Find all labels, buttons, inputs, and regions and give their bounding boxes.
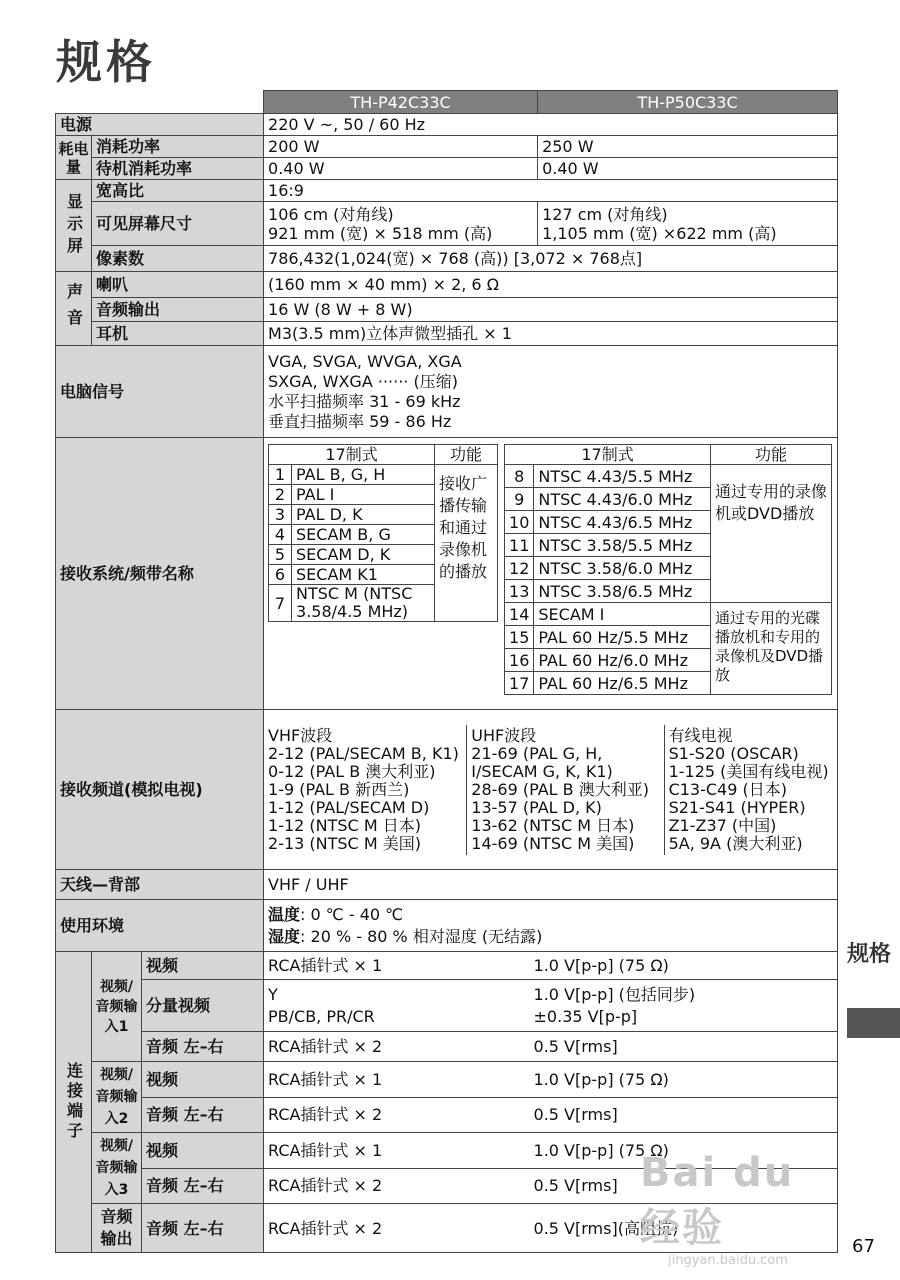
system-name: PAL B, G, H (292, 465, 435, 485)
av1-video-label: 视频 (142, 952, 264, 980)
display-size-m1-line2: 921 mm (宽) × 518 mm (高) (268, 223, 493, 243)
av2-label: 视频/音频输入2 (92, 1062, 142, 1133)
channel-line: 14-69 (NTSC M 美国) (471, 833, 635, 853)
pc-signal-label: 电脑信号 (56, 346, 264, 438)
system-name: PAL 60 Hz/6.0 MHz (534, 649, 711, 672)
display-size-m1-line1: 106 cm (对角线) (268, 204, 394, 224)
av3-audio-label: 音频 左–右 (142, 1168, 264, 1204)
system-number: 16 (505, 649, 534, 672)
av2-video-connector: RCA插针式 × 1 (264, 1062, 530, 1098)
av1-audio-label: 音频 左–右 (142, 1032, 264, 1062)
system-number: 14 (505, 603, 534, 626)
channel-line: VHF波段 (268, 725, 333, 745)
pc-signal-line: VGA, SVGA, WVGA, XGA (268, 351, 462, 371)
baidu-watermark (640, 1150, 840, 1268)
consumption-standby-row (56, 158, 838, 180)
audio-out-label: 音频输出 (92, 1204, 142, 1253)
system-name: SECAM I (534, 603, 711, 626)
sound-output-row (56, 298, 838, 322)
reception-left-function: 接收广播传输和通过录像机的播放 (435, 465, 498, 622)
reception-left-table (268, 444, 498, 622)
consumption-group-label: 耗电量 (56, 136, 92, 180)
display-size-m1 (264, 202, 538, 246)
power-row (56, 114, 838, 136)
channels-value (264, 710, 838, 870)
watermark-url: jingyan.baidu.com (668, 1253, 788, 1268)
system-number: 9 (505, 488, 534, 511)
reception-row (56, 438, 838, 710)
system-name: PAL D, K (292, 505, 435, 525)
system-number: 6 (269, 565, 292, 585)
av3-audio-connector: RCA插针式 × 2 (264, 1168, 530, 1204)
environment-label: 使用环境 (56, 900, 264, 952)
reception-right-table (504, 444, 832, 695)
system-name: PAL I (292, 485, 435, 505)
system-name: SECAM B, G (292, 525, 435, 545)
av2-audio-spec: 0.5 V[rms] (530, 1097, 838, 1133)
sound-output-value: 16 W (8 W + 8 W) (264, 298, 838, 322)
consumption-rated-m1: 200 W (264, 136, 538, 158)
channel-line: 21-69 (PAL G, H, I/SECAM G, K, K1) (471, 743, 613, 781)
spec-table (55, 90, 838, 1253)
system-name: PAL 60 Hz/6.5 MHz (534, 672, 711, 695)
consumption-rated-row (56, 136, 838, 158)
page-title: 规格 (56, 35, 156, 89)
display-size-row (56, 202, 838, 246)
system-number: 17 (505, 672, 534, 695)
av1-component-label: 分量视频 (142, 980, 264, 1032)
pc-signal-line: 垂直扫描频率 59 - 86 Hz (268, 411, 452, 431)
system-number: 11 (505, 534, 534, 557)
av1-video-row (56, 952, 838, 980)
consumption-standby-m2: 0.40 W (538, 158, 838, 180)
display-size-m2-line1: 127 cm (对角线) (542, 204, 668, 224)
display-group-label: 显示屏 (56, 180, 92, 272)
antenna-row (56, 870, 838, 900)
channel-line: 1-9 (PAL B 新西兰) (268, 779, 410, 799)
av3-video-spec: 1.0 V[p-p] (75 Ω) (530, 1133, 838, 1169)
side-section-tab: 规格 (847, 942, 892, 967)
display-aspect-label: 宽高比 (92, 180, 264, 202)
av1-component-spec (530, 980, 838, 1032)
channel-line: S1-S20 (OSCAR) (668, 743, 799, 763)
system-name: NTSC 3.58/5.5 MHz (534, 534, 711, 557)
av3-video-connector: RCA插针式 × 1 (264, 1133, 530, 1169)
watermark-brand: Bai du 经验 (640, 1150, 795, 1251)
channel-line: 1-12 (NTSC M 日本) (268, 815, 421, 835)
component-spec-line1: 1.0 V[p-p] (包括同步) (533, 984, 696, 1004)
pc-signal-line: 水平扫描频率 31 - 69 kHz (268, 391, 461, 411)
sound-headphone-value: M3(3.5 mm)立体声微型插孔 × 1 (264, 322, 838, 346)
consumption-standby-m1: 0.40 W (264, 158, 538, 180)
channel-line: 有线电视 (668, 725, 733, 745)
sound-headphone-label: 耳机 (92, 322, 264, 346)
system-name: NTSC 3.58/6.0 MHz (534, 557, 711, 580)
terminals-group-label: 连接端子 (56, 952, 92, 1253)
channel-line: 1-12 (PAL/SECAM D) (268, 797, 430, 817)
system-name: NTSC 3.58/6.5 MHz (534, 580, 711, 603)
av1-audio-spec: 0.5 V[rms] (530, 1032, 838, 1062)
av1-audio-connector: RCA插针式 × 2 (264, 1032, 530, 1062)
channel-line: 13-57 (PAL D, K) (471, 797, 602, 817)
av2-audio-row (56, 1097, 838, 1133)
av2-audio-label: 音频 左–右 (142, 1097, 264, 1133)
side-tab-bar (847, 1008, 900, 1038)
system-number: 12 (505, 557, 534, 580)
channel-line: UHF波段 (471, 725, 537, 745)
audio-out-audio-label: 音频 左–右 (142, 1204, 264, 1253)
system-number: 15 (505, 626, 534, 649)
av1-component-row (56, 980, 838, 1032)
display-size-m2-line2: 1,105 mm (宽) ×622 mm (高) (542, 223, 777, 243)
system-number: 5 (269, 545, 292, 565)
sound-group-label: 声音 (56, 272, 92, 346)
av3-label: 视频/音频输入3 (92, 1133, 142, 1204)
system-name: PAL 60 Hz/5.5 MHz (534, 626, 711, 649)
channels-label: 接收频道(模拟电视) (56, 710, 264, 870)
system-name: NTSC 4.43/5.5 MHz (534, 465, 711, 488)
system-name: NTSC M (NTSC 3.58/4.5 MHz) (292, 585, 435, 622)
sound-speaker-row (56, 272, 838, 298)
channels-row (56, 710, 838, 870)
channel-line: 0-12 (PAL B 澳大利亚) (268, 761, 436, 781)
page-number: 67 (852, 1236, 875, 1257)
display-aspect-value: 16:9 (264, 180, 838, 202)
system-number: 2 (269, 485, 292, 505)
system-number: 3 (269, 505, 292, 525)
channel-line: Z1-Z37 (中国) (668, 815, 777, 835)
pc-signal-value (264, 346, 838, 438)
environment-value (264, 900, 838, 952)
humidity-label: 湿度 (268, 926, 301, 946)
sound-speaker-label: 喇叭 (92, 272, 264, 298)
power-value: 220 V ~, 50 / 60 Hz (264, 114, 838, 136)
reception-left-header-system: 17制式 (269, 445, 435, 465)
av2-audio-connector: RCA插针式 × 2 (264, 1097, 530, 1133)
power-label: 电源 (56, 114, 264, 136)
system-number: 10 (505, 511, 534, 534)
component-pb-pr: PB/CB, PR/CR (268, 1006, 375, 1026)
temperature-label: 温度 (268, 904, 301, 924)
reception-right-function-2: 通过专用的光碟播放机和专用的录像机及DVD播放 (711, 603, 832, 695)
system-name: NTSC 4.43/6.5 MHz (534, 511, 711, 534)
channels-uhf (467, 725, 664, 855)
environment-row (56, 900, 838, 952)
component-y: Y (268, 984, 278, 1004)
av1-video-spec: 1.0 V[p-p] (75 Ω) (530, 952, 838, 980)
system-number: 4 (269, 525, 292, 545)
display-size-m2 (538, 202, 838, 246)
system-number: 1 (269, 465, 292, 485)
system-number: 7 (269, 585, 292, 622)
audio-out-connector: RCA插针式 × 2 (264, 1204, 530, 1253)
display-size-label: 可见屏幕尺寸 (92, 202, 264, 246)
component-spec-line2: ±0.35 V[p-p] (533, 1006, 638, 1026)
display-aspect-row (56, 180, 838, 202)
reception-right-header-function: 功能 (711, 445, 832, 465)
av3-audio-spec: 0.5 V[rms] (530, 1168, 838, 1204)
av1-component-connector (264, 980, 530, 1032)
model-header-row (56, 91, 838, 114)
reception-left-header-function: 功能 (435, 445, 498, 465)
av2-video-row (56, 1062, 838, 1098)
sound-speaker-value: (160 mm × 40 mm) × 2, 6 Ω (264, 272, 838, 298)
antenna-value: VHF / UHF (264, 870, 838, 900)
channel-line: C13-C49 (日本) (668, 779, 787, 799)
system-name: SECAM K1 (292, 565, 435, 585)
av2-video-spec: 1.0 V[p-p] (75 Ω) (530, 1062, 838, 1098)
display-pixels-value: 786,432(1,024(宽) × 768 (高)) [3,072 × 768点] (264, 246, 838, 272)
consumption-standby-label: 待机消耗功率 (92, 158, 264, 180)
av2-video-label: 视频 (142, 1062, 264, 1098)
reception-value (264, 438, 838, 710)
audio-out-spec: 0.5 V[rms](高阻抗) (530, 1204, 838, 1253)
humidity-value: : 20 % - 80 % 相对湿度 (无结露) (300, 926, 543, 946)
av1-audio-row (56, 1032, 838, 1062)
display-pixels-row (56, 246, 838, 272)
channel-line: 2-13 (NTSC M 美国) (268, 833, 421, 853)
pc-signal-row (56, 346, 838, 438)
channels-cable (665, 725, 838, 855)
consumption-rated-label: 消耗功率 (92, 136, 264, 158)
consumption-rated-m2: 250 W (538, 136, 838, 158)
model-1-header: TH-P42C33C (264, 91, 538, 114)
system-number: 8 (505, 465, 534, 488)
channel-line: 2-12 (PAL/SECAM B, K1) (268, 743, 459, 763)
channel-line: S21-S41 (HYPER) (668, 797, 806, 817)
reception-label: 接收系统/频带名称 (56, 438, 264, 710)
channel-line: 1-125 (美国有线电视) (668, 761, 829, 781)
av3-video-label: 视频 (142, 1133, 264, 1169)
channel-line: 28-69 (PAL B 澳大利亚) (471, 779, 649, 799)
sound-headphone-row (56, 322, 838, 346)
channel-line: 5A, 9A (澳大利亚) (668, 833, 803, 853)
system-name: SECAM D, K (292, 545, 435, 565)
pc-signal-line: SXGA, WXGA ······ (压缩) (268, 371, 458, 391)
antenna-label: 天线—背部 (56, 870, 264, 900)
reception-right-function-1: 通过专用的录像机或DVD播放 (711, 465, 832, 603)
channel-line: 13-62 (NTSC M 日本) (471, 815, 635, 835)
system-name: NTSC 4.43/6.0 MHz (534, 488, 711, 511)
temperature-value: : 0 ℃ - 40 ℃ (300, 904, 404, 924)
display-pixels-label: 像素数 (92, 246, 264, 272)
channels-vhf (264, 725, 467, 855)
av1-video-connector: RCA插针式 × 1 (264, 952, 530, 980)
av1-label: 视频/音频输入1 (92, 952, 142, 1062)
sound-output-label: 音频输出 (92, 298, 264, 322)
system-number: 13 (505, 580, 534, 603)
reception-right-header-system: 17制式 (505, 445, 711, 465)
model-2-header: TH-P50C33C (538, 91, 838, 114)
